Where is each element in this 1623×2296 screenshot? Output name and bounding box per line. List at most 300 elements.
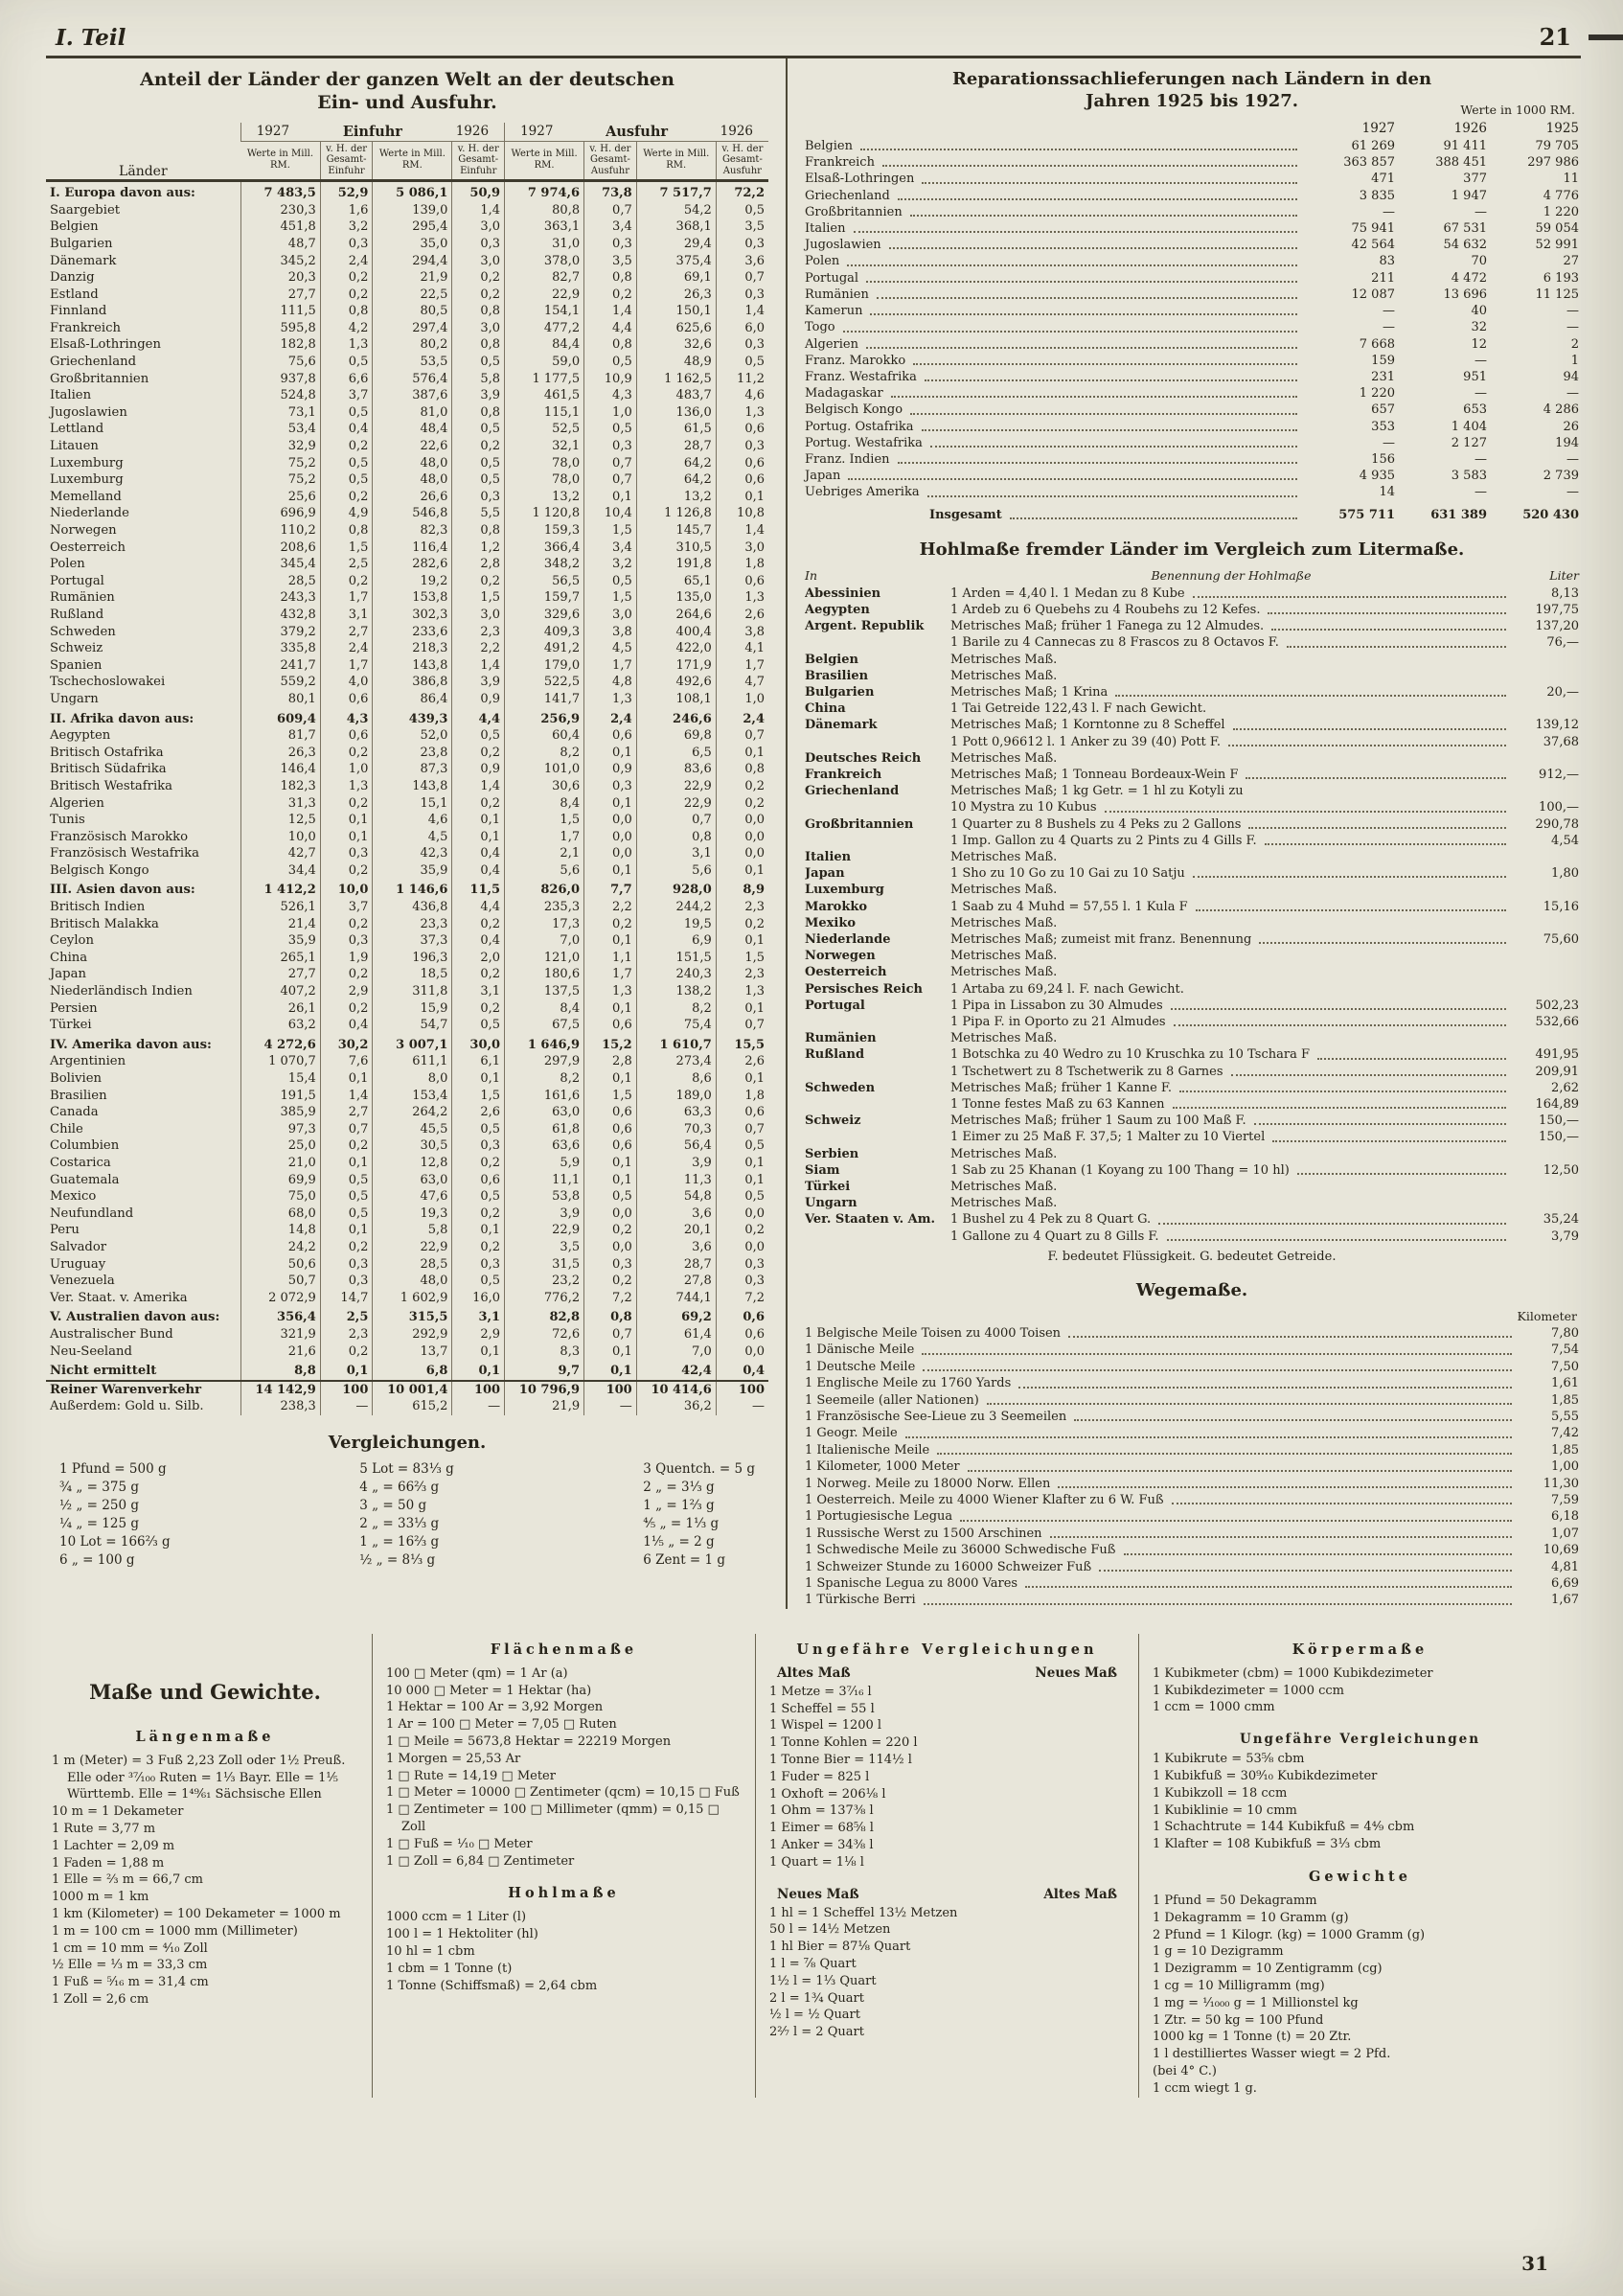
einfuhr-label: Einfuhr <box>342 123 402 140</box>
ausfuhr-group-header <box>505 123 768 142</box>
value-cell: 0,1 <box>584 1343 637 1361</box>
wegemass-row <box>805 1542 1579 1558</box>
wegemasse-section <box>805 1279 1579 1609</box>
value-cell: 1,3 <box>716 983 768 1000</box>
value-cell: 244,2 <box>636 899 716 916</box>
wegemass-row <box>805 1476 1579 1492</box>
km-value: 7,50 <box>1551 1359 1579 1374</box>
hohlmass-entry <box>805 849 1579 865</box>
leader-dots <box>1099 1559 1512 1572</box>
trade-row <box>46 1172 768 1189</box>
vh-subheader: v. H. der Gesamt-Einfuhr <box>320 141 373 181</box>
value-cell: 7,7 <box>584 879 637 899</box>
measure-description: 1 Sho zu 10 Go zu 10 Gai zu 10 Satju <box>950 866 1185 882</box>
text-line: 1 Tonne (Schiffsmaß) = 2,64 cbm <box>386 1978 598 1993</box>
value-cell: 50,7 <box>240 1273 320 1290</box>
value-cell: 80,5 <box>373 303 452 320</box>
value-cell: 3,8 <box>716 624 768 641</box>
country-cell: Rumänien <box>50 590 115 606</box>
value-cell: 4 286 <box>1543 402 1579 418</box>
value-cell: 4,4 <box>452 899 505 916</box>
value-cell: 0,1 <box>452 1222 505 1239</box>
trade-row <box>46 1088 768 1105</box>
hohlmass-line <box>950 1030 1579 1046</box>
value-cell: 0,2 <box>452 1000 505 1018</box>
value-cell: 13 696 <box>1443 287 1487 302</box>
value-cell: 0,2 <box>716 778 768 795</box>
value-cell: 3,1 <box>320 607 373 624</box>
value-cell: 0,2 <box>716 1222 768 1239</box>
value-cell: 3,9 <box>452 674 505 691</box>
trade-row <box>46 573 768 590</box>
value-cell: 1 070,7 <box>240 1053 320 1070</box>
hohlmass-entry <box>805 816 1579 849</box>
value-cell: 11,5 <box>452 879 505 899</box>
value-cell: 2,7 <box>320 624 373 641</box>
value-cell: 0,1 <box>584 1070 637 1088</box>
value-cell: 0,3 <box>452 489 505 506</box>
reparations-section <box>805 68 1579 523</box>
vh-subheader: v. H. der Gesamt-Einfuhr <box>452 141 505 181</box>
value-cell: 3,5 <box>584 253 637 270</box>
value-cell: 10 796,9 <box>505 1381 584 1399</box>
text-line: 1 □ Fuß = ¹⁄₁₀ □ Meter <box>386 1836 533 1851</box>
value-cell: 0,2 <box>452 1155 505 1172</box>
value-cell: 4,9 <box>320 505 373 522</box>
trade-row <box>46 1155 768 1172</box>
hohlmass-lines <box>950 882 1579 898</box>
value-cell: 0,1 <box>716 1000 768 1018</box>
value-cell: 0,1 <box>584 489 637 506</box>
wegemass-row <box>805 1592 1579 1608</box>
country-cell: Belgien <box>50 219 99 235</box>
leader-dots <box>848 468 1297 480</box>
leader-dots <box>1010 507 1297 519</box>
measure-label: 1 Oesterreich. Meile zu 4000 Wiener Klafter zu 6 W. Fuß <box>805 1492 1164 1507</box>
leader-dots <box>1193 865 1506 878</box>
value-cell: 2,6 <box>452 1104 505 1121</box>
hohlmass-line <box>950 634 1579 651</box>
value-cell: 231 <box>1371 369 1395 384</box>
value-cell: 8,0 <box>373 1070 452 1088</box>
value-cell: 0,5 <box>452 421 505 438</box>
liter-value: 164,89 <box>1535 1097 1579 1113</box>
value-cell: 1,1 <box>584 950 637 967</box>
country-cell: Türkei <box>50 1018 92 1033</box>
value-cell: 0,8 <box>584 269 637 287</box>
value-cell: 348,2 <box>505 556 584 573</box>
value-cell: 22,6 <box>373 438 452 455</box>
value-cell: 60,4 <box>505 727 584 745</box>
value-cell: 2,4 <box>584 708 637 728</box>
leader-dots <box>1058 1476 1512 1488</box>
value-cell: 10,0 <box>320 879 373 899</box>
leader-dots <box>937 1442 1512 1455</box>
text-line: 1 Kubikfuß = 30⁹⁄₁₀ Kubikdezimeter <box>1153 1769 1378 1784</box>
value-cell: 233,6 <box>373 624 452 641</box>
measure-description: Metrisches Maß; früher 1 Fanega zu 12 Almudes. <box>950 619 1265 634</box>
text-line: 1 Ohm = 137⅜ l <box>769 1803 874 1819</box>
measure-label: 1 Spanische Legua zu 8000 Vares <box>805 1576 1018 1592</box>
value-cell: 0,6 <box>584 1121 637 1138</box>
neues-mass-label: Neues Maß <box>1035 1665 1117 1681</box>
km-value: 6,69 <box>1551 1576 1579 1592</box>
value-cell: 22,9 <box>373 1239 452 1256</box>
measure-label: 1 Schwedische Meile zu 36000 Schwedische Fuß <box>805 1543 1116 1558</box>
value-cell: 72,6 <box>505 1326 584 1343</box>
liter-value: 137,20 <box>1535 619 1579 634</box>
value-cell: 0,3 <box>716 287 768 304</box>
liter-value: 150,— <box>1539 1130 1579 1145</box>
value-cell: 379,2 <box>240 624 320 641</box>
value-cell: 575 711 <box>1338 507 1395 522</box>
hohlmasse-rows <box>805 585 1579 1245</box>
koerpermasse-title: Körpermaße <box>1292 1641 1429 1658</box>
value-cell: 64,2 <box>636 471 716 489</box>
conversion-line: ½ „ = 250 g <box>59 1497 139 1513</box>
value-cell: 12 087 <box>1351 287 1395 302</box>
hohlmass-entry <box>805 998 1579 1030</box>
measure-description: Metrisches Maß; 1 Krina <box>950 684 1109 700</box>
value-cell: 0,6 <box>716 471 768 489</box>
value-cell: 0,1 <box>584 1172 637 1189</box>
value-cell: 615,2 <box>373 1398 452 1415</box>
measure-description: Metrisches Maß. <box>950 965 1058 980</box>
value-cell: 14 <box>1379 485 1395 500</box>
country-cell: Französisch Westafrika <box>50 846 199 861</box>
liter-value: 912,— <box>1539 768 1579 782</box>
km-value: 1,61 <box>1551 1376 1579 1391</box>
value-cell: 61,8 <box>505 1121 584 1138</box>
conversion-line: ⅘ „ = 1⅓ g <box>643 1515 720 1531</box>
value-cell: 6,5 <box>636 745 716 762</box>
hohlmass-entry <box>805 865 1579 882</box>
measure-description: 1 Ardeb zu 6 Quebehs zu 4 Roubehs zu 12 Kefes. <box>950 602 1261 617</box>
value-cell: 1 220 <box>1543 204 1579 219</box>
value-cell: 1 177,5 <box>505 371 584 388</box>
country-cell: Uruguay <box>50 1256 106 1272</box>
value-cell: 69,9 <box>240 1172 320 1189</box>
measure-description: Metrisches Maß; zumeist mit franz. Benennung <box>950 932 1252 948</box>
value-cell: 1,4 <box>716 522 768 540</box>
value-cell: 292,9 <box>373 1326 452 1343</box>
value-cell: 0,1 <box>716 745 768 762</box>
leader-dots <box>898 188 1297 200</box>
value-cell: 23,3 <box>373 916 452 933</box>
altes-mass-label: Altes Maß <box>1043 1886 1117 1902</box>
trade-row <box>46 778 768 795</box>
trade-row <box>46 674 768 691</box>
leader-dots <box>889 237 1297 249</box>
value-cell: 0,5 <box>716 1188 768 1205</box>
hohlmass-line <box>950 1064 1579 1080</box>
value-cell: 3,9 <box>636 1155 716 1172</box>
value-cell: 2,0 <box>452 950 505 967</box>
value-cell: 32,6 <box>636 336 716 354</box>
country-cell: Danzig <box>50 270 95 286</box>
value-cell: 0,5 <box>452 1121 505 1138</box>
country-label: Schweiz <box>805 1114 861 1129</box>
value-cell: 483,7 <box>636 387 716 404</box>
country-cell: Persien <box>50 1000 98 1016</box>
text-line: 100 l = 1 Hektoliter (hl) <box>386 1927 538 1942</box>
value-cell: 0,2 <box>452 745 505 762</box>
text-line: 1 mg = ¹⁄₁₀₀₀ g = 1 Millionstel kg <box>1153 1995 1359 2010</box>
value-cell: 2,9 <box>320 983 373 1000</box>
value-cell: 182,8 <box>240 336 320 354</box>
value-cell: 3,0 <box>716 540 768 557</box>
value-cell: 26,3 <box>636 287 716 304</box>
country-cell: Bolivien <box>50 1071 103 1086</box>
km-value: 1,00 <box>1551 1459 1579 1475</box>
hohlmass-lines <box>950 981 1579 998</box>
country-cell: IV. Amerika davon aus: <box>50 1037 212 1052</box>
value-cell: 0,1 <box>320 1222 373 1239</box>
hohlmass-line <box>950 700 1579 717</box>
value-cell: 0,0 <box>716 1239 768 1256</box>
value-cell: 3,1 <box>636 845 716 862</box>
value-cell: 0,2 <box>320 573 373 590</box>
value-cell: 22,9 <box>636 795 716 813</box>
trade-row <box>46 899 768 916</box>
trade-row <box>46 371 768 388</box>
value-cell: 80,1 <box>240 691 320 708</box>
einfuhr-group-header <box>240 123 504 142</box>
country-label: Großbritannien <box>805 204 903 219</box>
value-cell: 1 120,8 <box>505 505 584 522</box>
country-label: Serbien <box>805 1146 859 1161</box>
hohlmass-line <box>950 585 1579 602</box>
flaechenmasse-column <box>372 1634 755 2098</box>
value-cell: 73,1 <box>240 404 320 422</box>
conversion-line: ½ „ = 8⅓ g <box>359 1551 436 1568</box>
trade-row <box>46 1326 768 1343</box>
value-cell: 0,1 <box>716 1070 768 1088</box>
value-cell: 0,5 <box>452 471 505 489</box>
value-cell: 0,2 <box>320 1000 373 1018</box>
value-cell: 111,5 <box>240 303 320 320</box>
country-label: Belgien <box>805 652 858 667</box>
value-cell: 609,4 <box>240 708 320 728</box>
value-cell: 1 947 <box>1451 188 1487 203</box>
value-cell: 0,7 <box>584 471 637 489</box>
value-cell: 2,3 <box>320 1326 373 1343</box>
value-cell: 32,9 <box>240 438 320 455</box>
hohlmass-lines <box>950 948 1579 964</box>
country-label: Marokko <box>805 899 868 914</box>
value-cell: 23,8 <box>373 745 452 762</box>
value-cell: 0,6 <box>584 727 637 745</box>
value-cell: 0,3 <box>452 1137 505 1155</box>
liter-value: 150,— <box>1539 1114 1579 1129</box>
hohlmass-lines <box>950 998 1579 1030</box>
value-cell: — <box>452 1398 505 1415</box>
value-cell: 48,0 <box>373 1273 452 1290</box>
value-cell: 273,4 <box>636 1053 716 1070</box>
year-label: 1927 <box>520 123 554 139</box>
value-cell: 7,2 <box>584 1290 637 1307</box>
text-line: 1 Metze = 3⁷⁄₁₆ l <box>769 1684 872 1699</box>
value-cell: 65,1 <box>636 573 716 590</box>
value-cell: 32 <box>1471 320 1487 335</box>
value-cell: 335,8 <box>240 640 320 657</box>
value-cell: 0,2 <box>320 269 373 287</box>
leader-dots <box>922 171 1297 183</box>
measure-description: 1 Sab zu 25 Khanan (1 Koyang zu 100 Thang = 10 hl) <box>950 1162 1290 1178</box>
value-cell: 2,3 <box>452 624 505 641</box>
liter-value: 502,23 <box>1535 998 1579 1013</box>
value-cell: 79 705 <box>1535 139 1579 154</box>
value-cell: 8,4 <box>505 1000 584 1018</box>
text-line: 1 □ Zoll = 6,84 □ Zentimeter <box>386 1853 575 1869</box>
trade-row <box>46 354 768 371</box>
value-cell: 67,5 <box>505 1017 584 1034</box>
country-cell: Belgisch Kongo <box>50 862 149 878</box>
value-cell: 27 <box>1563 254 1579 269</box>
koerpermasse-lines <box>1153 1665 1567 1716</box>
country-cell: Dänemark <box>50 253 117 268</box>
value-cell: 0,0 <box>716 845 768 862</box>
value-cell: 0,1 <box>452 1360 505 1381</box>
vergleichungen-col-lot <box>359 1460 454 1570</box>
reparations-unit-note: Werte in 1000 RM. <box>1460 103 1575 118</box>
text-line: 1 Kubiklinie = 10 cmm <box>1153 1802 1297 1818</box>
value-cell: 22,9 <box>505 1222 584 1239</box>
value-cell: 0,7 <box>584 202 637 219</box>
value-cell: 78,0 <box>505 471 584 489</box>
wegemass-row <box>805 1526 1579 1542</box>
text-line: 1 Hektar = 100 Ar = 3,92 Morgen <box>386 1700 604 1715</box>
value-cell: 97,3 <box>240 1121 320 1138</box>
measure-description: Metrisches Maß. <box>950 1180 1058 1195</box>
country-cell: Bulgarien <box>50 236 113 251</box>
conversion-line: 6 Zent = 1 g <box>643 1551 726 1568</box>
value-cell: 75,0 <box>240 1188 320 1205</box>
country-label: Oesterreich <box>805 965 887 980</box>
value-cell: 26 <box>1563 419 1579 434</box>
value-cell: 0,2 <box>584 1222 637 1239</box>
value-cell: 297 986 <box>1527 155 1579 171</box>
hohlmass-lines <box>950 1162 1579 1179</box>
hohlmass-line <box>950 618 1579 634</box>
leader-dots <box>987 1392 1512 1405</box>
hohlmass-lines <box>950 652 1579 668</box>
value-cell: 6,9 <box>636 932 716 950</box>
value-cell: 25,6 <box>240 489 320 506</box>
value-cell: 241,7 <box>240 657 320 675</box>
value-cell: 546,8 <box>373 505 452 522</box>
value-cell: 0,2 <box>320 745 373 762</box>
value-cell: 356,4 <box>240 1306 320 1326</box>
value-cell: 230,3 <box>240 202 320 219</box>
value-cell: 0,0 <box>584 812 637 829</box>
value-cell: 0,4 <box>320 421 373 438</box>
value-cell: 75,2 <box>240 471 320 489</box>
value-cell: 491,2 <box>505 640 584 657</box>
value-cell: 30,2 <box>320 1034 373 1054</box>
value-cell: 151,5 <box>636 950 716 967</box>
country-label: Franz. Indien <box>805 451 890 467</box>
trade-row <box>46 708 768 728</box>
km-value: 4,81 <box>1551 1559 1579 1574</box>
value-cell: 5,9 <box>505 1155 584 1172</box>
value-cell: 1,3 <box>716 404 768 422</box>
value-cell: 0,6 <box>584 1104 637 1121</box>
measure-description: 1 Tonne festes Maß zu 63 Kannen <box>950 1097 1165 1113</box>
value-cell: 3,4 <box>584 540 637 557</box>
country-label: Mexiko <box>805 915 857 930</box>
value-cell: 8,3 <box>505 1343 584 1361</box>
leader-dots <box>1171 998 1506 1010</box>
leader-dots <box>1246 767 1506 779</box>
hohlmass-lines <box>950 700 1579 717</box>
reparations-row <box>805 220 1579 237</box>
value-cell: 363,1 <box>505 218 584 236</box>
trade-row <box>46 862 768 880</box>
trade-row <box>46 1070 768 1088</box>
text-line: 1 Morgen = 25,53 Ar <box>386 1751 521 1766</box>
text-line: 1 Ar = 100 □ Meter = 7,05 □ Ruten <box>386 1717 617 1733</box>
value-cell: 315,5 <box>373 1306 452 1326</box>
text-line: 1 Wispel = 1200 l <box>769 1718 882 1733</box>
vergleichungen-title: Vergleichungen. <box>328 1432 487 1453</box>
hohlmass-lines <box>950 767 1579 783</box>
text-line: 1 Kubikmeter (cbm) = 1000 Kubikdezimeter <box>1153 1665 1433 1681</box>
value-cell: 23,2 <box>505 1273 584 1290</box>
value-cell: 8,2 <box>505 745 584 762</box>
value-cell: 0,3 <box>320 1273 373 1290</box>
country-label: Schweden <box>805 1080 876 1095</box>
value-cell: 937,8 <box>240 371 320 388</box>
leader-dots <box>1231 1064 1506 1076</box>
leader-dots <box>1248 816 1506 829</box>
value-cell: 7,6 <box>320 1053 373 1070</box>
value-cell: 3,0 <box>452 253 505 270</box>
text-line: 1 □ Zentimeter = 100 □ Millimeter (qmm) = 0,15 □ Zoll <box>386 1802 720 1834</box>
hohlmass-entry <box>805 618 1579 651</box>
country-cell: Rußland <box>50 607 104 622</box>
hohlmass-line <box>950 1195 1579 1211</box>
hohlmass-lines <box>950 783 1579 815</box>
hohlmass-line <box>950 899 1579 915</box>
measure-description: Metrisches Maß; 1 kg Getr. = 1 hl zu Kotyli zu <box>950 784 1244 799</box>
value-cell: 1,5 <box>716 950 768 967</box>
value-cell: 194 <box>1555 435 1579 450</box>
hohlmass-line <box>950 1096 1579 1113</box>
value-cell: 0,0 <box>584 1205 637 1223</box>
wegemass-row <box>805 1342 1579 1358</box>
text-line: 1 Schachtrute = 144 Kubikfuß = 4⁴⁄₉ cbm <box>1153 1820 1415 1835</box>
value-cell: 11,2 <box>716 371 768 388</box>
value-cell: 0,1 <box>320 812 373 829</box>
value-cell: 3,7 <box>320 387 373 404</box>
value-cell: — <box>1383 435 1395 450</box>
conversion-line: 10 Lot = 166⅔ g <box>59 1533 171 1550</box>
gewichte-lines <box>1153 1893 1567 2098</box>
value-cell: 0,8 <box>636 829 716 846</box>
value-cell: 238,3 <box>240 1398 320 1415</box>
measure-description: Metrisches Maß. <box>950 883 1058 898</box>
leader-dots <box>866 336 1297 349</box>
bottom-area <box>46 1634 1581 2098</box>
country-cell: Großbritannien <box>50 371 149 386</box>
country-cell: Außerdem: Gold u. Silb. <box>50 1399 204 1414</box>
country-cell: Saargebiet <box>50 202 121 218</box>
value-cell: 78,0 <box>505 455 584 472</box>
hohlmass-entry <box>805 602 1579 618</box>
reparations-row <box>805 484 1579 500</box>
value-cell: 1,3 <box>716 589 768 607</box>
